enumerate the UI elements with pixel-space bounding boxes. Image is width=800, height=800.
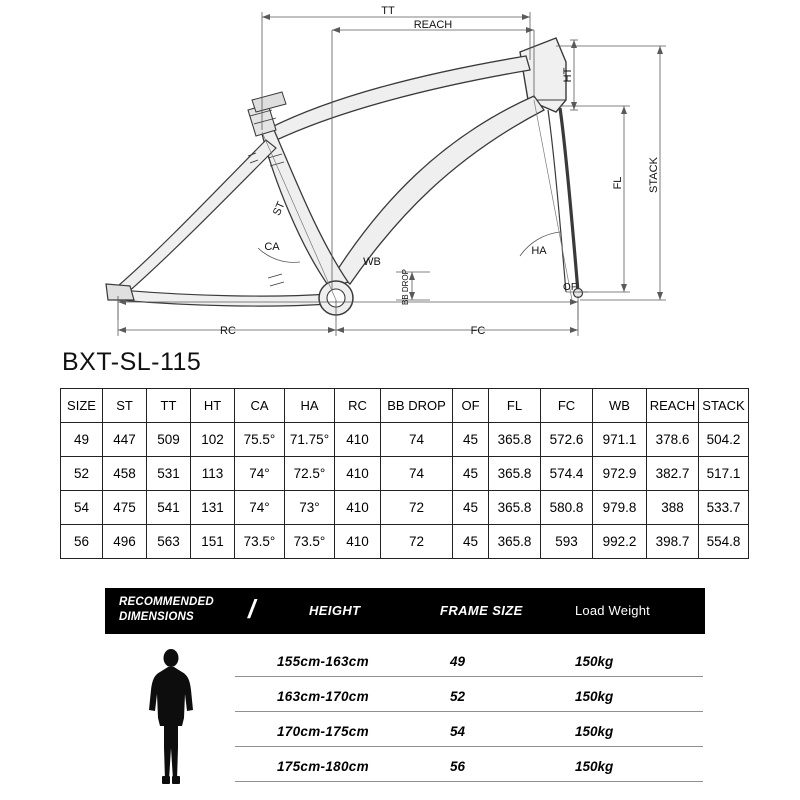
frame-size: 56	[450, 759, 466, 774]
cell-stack: 554.8	[699, 525, 749, 559]
cell-reach: 382.7	[647, 457, 699, 491]
frame-size: 52	[450, 689, 466, 704]
cell-fl: 365.8	[489, 423, 541, 457]
load-weight: 150kg	[575, 689, 614, 704]
model-name: BXT-SL-115	[62, 348, 202, 376]
cell-of: 45	[453, 525, 489, 559]
load-weight: 150kg	[575, 759, 614, 774]
cell-ht: 151	[191, 525, 235, 559]
label-st: ST	[270, 199, 288, 218]
cell-rc: 410	[335, 525, 381, 559]
load-weight: 150kg	[575, 724, 614, 739]
col-ha: HA	[285, 389, 335, 423]
cell-tt: 531	[147, 457, 191, 491]
table-header-row	[61, 389, 749, 423]
cell-of: 45	[453, 457, 489, 491]
rider-height: 163cm-170cm	[277, 689, 369, 704]
cell-wb: 972.9	[593, 457, 647, 491]
cell-fc: 572.6	[541, 423, 593, 457]
cell-ca: 73.5°	[235, 525, 285, 559]
cell-fc: 593	[541, 525, 593, 559]
col-header-height: HEIGHT	[309, 603, 361, 618]
cell-bb-drop: 74	[381, 423, 453, 457]
cell-stack: 504.2	[699, 423, 749, 457]
cell-wb: 992.2	[593, 525, 647, 559]
cell-reach: 378.6	[647, 423, 699, 457]
rd-title-line2: DIMENSIONS	[119, 611, 194, 623]
cell-rc: 410	[335, 457, 381, 491]
recommended-dimensions-section	[105, 588, 705, 789]
table-row	[61, 457, 749, 491]
rd-title-line1: RECOMMENDED	[119, 596, 214, 608]
cell-reach: 388	[647, 491, 699, 525]
recommended-rows	[235, 642, 703, 782]
label-of: OF	[563, 282, 577, 293]
col-stack: STACK	[699, 389, 749, 423]
frame-size: 54	[450, 724, 466, 739]
cell-fc: 580.8	[541, 491, 593, 525]
cell-st: 496	[103, 525, 147, 559]
cell-tt: 541	[147, 491, 191, 525]
cell-wb: 979.8	[593, 491, 647, 525]
table-row	[61, 423, 749, 457]
label-tt: TT	[381, 5, 395, 17]
cell-rc: 410	[335, 423, 381, 457]
col-fc: FC	[541, 389, 593, 423]
cell-stack: 517.1	[699, 457, 749, 491]
list-item	[235, 642, 703, 677]
cell-stack: 533.7	[699, 491, 749, 525]
col-bb-drop: BB DROP	[381, 389, 453, 423]
cell-ht: 131	[191, 491, 235, 525]
cell-of: 45	[453, 491, 489, 525]
label-ht: HT	[562, 67, 574, 83]
cell-fl: 365.8	[489, 491, 541, 525]
col-reach: REACH	[647, 389, 699, 423]
col-fl: FL	[489, 389, 541, 423]
label-ha: HA	[531, 245, 547, 257]
cell-wb: 971.1	[593, 423, 647, 457]
cell-ca: 74°	[235, 491, 285, 525]
rider-height: 155cm-163cm	[277, 654, 369, 669]
cell-bb-drop: 74	[381, 457, 453, 491]
cell-size: 54	[61, 491, 103, 525]
col-tt: TT	[147, 389, 191, 423]
label-fl: FL	[612, 176, 624, 190]
cell-size: 52	[61, 457, 103, 491]
col-ca: CA	[235, 389, 285, 423]
cell-reach: 398.7	[647, 525, 699, 559]
frame-size: 49	[450, 654, 466, 669]
cell-ha: 71.75°	[285, 423, 335, 457]
cell-ht: 113	[191, 457, 235, 491]
recommended-dimensions-title	[119, 595, 214, 625]
col-size: SIZE	[61, 389, 103, 423]
col-rc: RC	[335, 389, 381, 423]
col-wb: WB	[593, 389, 647, 423]
label-wb: WB	[363, 256, 381, 268]
col-st: ST	[103, 389, 147, 423]
cell-ha: 72.5°	[285, 457, 335, 491]
cell-st: 447	[103, 423, 147, 457]
label-rc: RC	[220, 325, 236, 337]
table-row	[61, 491, 749, 525]
list-item	[235, 677, 703, 712]
cell-bb-drop: 72	[381, 525, 453, 559]
geometry-spec-table	[60, 388, 749, 559]
cell-tt: 509	[147, 423, 191, 457]
label-ca: CA	[264, 241, 280, 253]
label-reach: REACH	[413, 19, 453, 31]
cell-ht: 102	[191, 423, 235, 457]
cell-size: 56	[61, 525, 103, 559]
col-header-load-weight: Load Weight	[575, 603, 650, 618]
cell-bb-drop: 72	[381, 491, 453, 525]
col-header-frame-size: FRAME SIZE	[440, 603, 523, 618]
list-item	[235, 747, 703, 782]
cell-st: 475	[103, 491, 147, 525]
rider-silhouette-icon	[138, 648, 204, 786]
cell-of: 45	[453, 423, 489, 457]
cell-fl: 365.8	[489, 457, 541, 491]
load-weight: 150kg	[575, 654, 614, 669]
cell-ca: 74°	[235, 457, 285, 491]
cell-fc: 574.4	[541, 457, 593, 491]
cell-ha: 73°	[285, 491, 335, 525]
rider-height: 170cm-175cm	[277, 724, 369, 739]
rider-height: 175cm-180cm	[277, 759, 369, 774]
title-slash: /	[248, 594, 256, 624]
col-of: OF	[453, 389, 489, 423]
recommended-dimensions-header	[105, 588, 705, 634]
recommended-dimensions-body	[105, 634, 705, 789]
cell-tt: 563	[147, 525, 191, 559]
col-ht: HT	[191, 389, 235, 423]
list-item	[235, 712, 703, 747]
cell-ha: 73.5°	[285, 525, 335, 559]
cell-fl: 365.8	[489, 525, 541, 559]
cell-rc: 410	[335, 491, 381, 525]
cell-size: 49	[61, 423, 103, 457]
bike-frame-geometry-diagram	[0, 0, 800, 350]
cell-st: 458	[103, 457, 147, 491]
cell-ca: 75.5°	[235, 423, 285, 457]
label-stack: STACK	[648, 157, 660, 193]
label-fc: FC	[470, 325, 486, 337]
label-bb-drop: BB DROP	[401, 268, 410, 306]
table-row	[61, 525, 749, 559]
